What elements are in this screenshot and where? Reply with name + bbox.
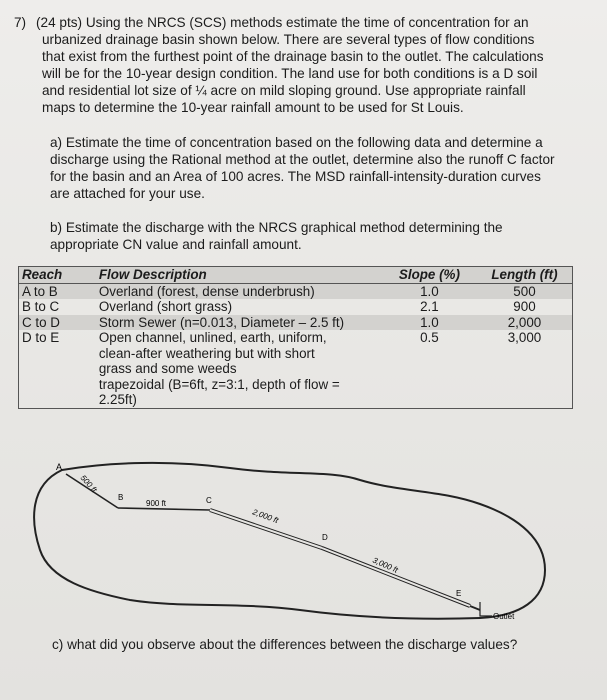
problem-line: will be for the 10-year design condition. The land use for both conditions is a D soil xyxy=(42,66,538,81)
cell-slope: 1.0 xyxy=(382,283,477,299)
cell-reach: A to B xyxy=(19,283,97,299)
cell-slope: 2.1 xyxy=(420,299,439,314)
part-c-question: c) what did you observe about the differences between the discharge values? xyxy=(52,637,518,652)
outlet-connector xyxy=(470,606,480,610)
outlet-label: Outlet xyxy=(493,612,515,621)
cell-reach: C to D xyxy=(19,315,97,331)
point-d-label: D xyxy=(322,533,328,542)
problem-line: and residential lot size of ¼ acre on mild sloping ground. Use appropriate rainfall xyxy=(42,83,526,98)
drainage-basin-diagram xyxy=(0,440,607,640)
cell-length: 900 xyxy=(513,299,536,314)
segment-d-e-channel-inner xyxy=(322,548,470,606)
cell-description: Storm Sewer (n=0.013, Diameter – 2.5 ft) xyxy=(97,315,382,331)
header-length: Length (ft) xyxy=(477,267,573,284)
cell-reach: B to C xyxy=(22,299,60,314)
segment-label-bc: 900 ft xyxy=(146,499,167,508)
outlet-arrow-icon xyxy=(480,602,492,616)
table-row xyxy=(19,283,573,299)
problem-line: maps to determine the 10-year rainfall amount to be used for St Louis. xyxy=(42,100,464,115)
header-flow-description: Flow Description xyxy=(97,267,382,284)
cell-description: Overland (short grass) xyxy=(98,299,233,314)
part-b-line: b) Estimate the discharge with the NRCS graphical method determining the xyxy=(50,220,503,235)
cell-length: 500 xyxy=(477,283,573,299)
part-a-line: discharge using the Rational method at the outlet, determine also the runoff C factor xyxy=(50,152,555,167)
cell-description xyxy=(97,330,382,408)
segment-label-ab: 500 ft xyxy=(78,473,99,495)
cell-slope: 1.0 xyxy=(382,315,477,331)
cell-reach: D to E xyxy=(22,330,60,345)
header-slope: Slope (%) xyxy=(382,267,477,284)
table-row xyxy=(19,299,573,315)
table-header-row xyxy=(19,267,573,284)
point-e-label: E xyxy=(456,589,462,598)
segment-label-de: 3,000 ft xyxy=(371,555,400,575)
table-row xyxy=(19,315,573,331)
problem-line: that exist from the furthest point of the drainage basin to the outlet. The calculations xyxy=(42,49,544,64)
point-a-label: A xyxy=(56,462,63,472)
point-b-label: B xyxy=(118,493,124,502)
part-a-line: a) Estimate the time of concentration based on the following data and determine a xyxy=(50,135,543,150)
part-a-line: for the basin and an Area of 100 acres. The MSD rainfall-intensity-duration curves xyxy=(50,169,541,184)
description-line: trapezoidal (B=6ft, z=3:1, depth of flow = xyxy=(98,376,340,392)
description-line: 2.25ft) xyxy=(98,392,137,407)
cell-length: 2,000 xyxy=(477,315,573,331)
part-b-line: appropriate CN value and rainfall amount. xyxy=(50,237,302,252)
problem-line: urbanized drainage basin shown below. There are several types of flow conditions xyxy=(42,32,535,47)
description-line: Open channel, unlined, earth, uniform, xyxy=(98,330,327,345)
table-row xyxy=(19,330,573,408)
reach-table xyxy=(18,266,573,409)
problem-number: 7) xyxy=(14,15,27,30)
cell-slope: 0.5 xyxy=(420,330,439,345)
description-line: grass and some weeds xyxy=(98,361,237,376)
segment-label-cd: 2,000 ft xyxy=(251,507,280,526)
cell-description: Overland (forest, dense underbrush) xyxy=(97,283,382,299)
problem-line: (24 pts) Using the NRCS (SCS) methods estimate the time of concentration for an xyxy=(36,15,529,30)
cell-length: 3,000 xyxy=(507,330,542,345)
description-line: clean-after weathering but with short xyxy=(98,345,315,361)
part-a-line: are attached for your use. xyxy=(50,186,205,201)
flow-path xyxy=(66,474,480,610)
header-reach: Reach xyxy=(19,267,97,284)
point-c-label: C xyxy=(206,496,212,505)
basin-boundary xyxy=(34,463,545,619)
segment-b-c xyxy=(118,508,210,510)
